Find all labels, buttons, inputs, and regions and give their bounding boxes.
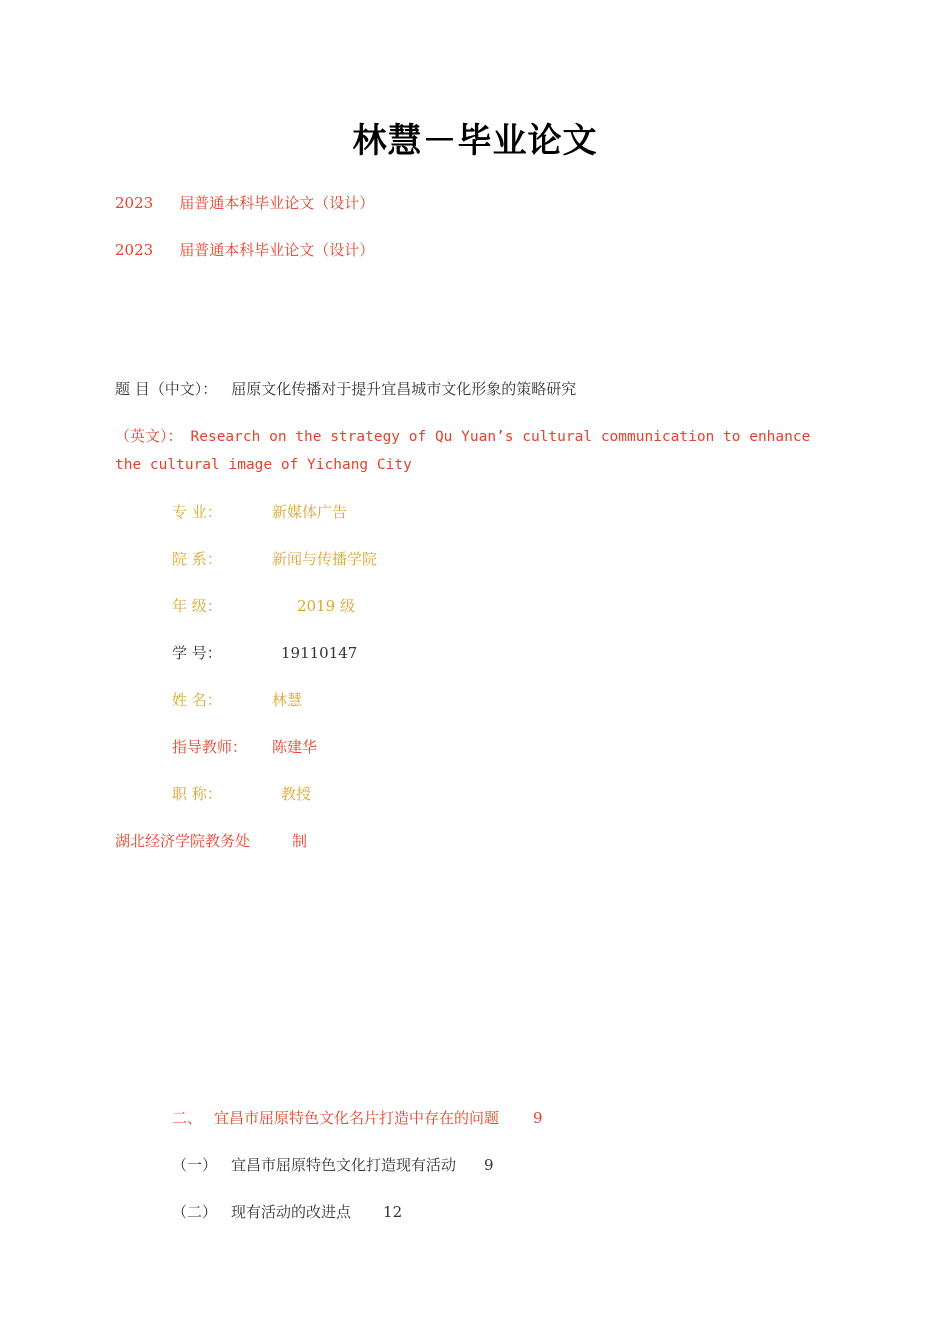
field-label: 姓 名： xyxy=(172,691,222,709)
field-value: 19110147 xyxy=(281,644,358,662)
toc-page: 12 xyxy=(383,1203,403,1221)
toc-entry xyxy=(172,1202,402,1222)
header-year: 2023 xyxy=(115,241,154,259)
field-name xyxy=(172,690,302,710)
field-value: 2019 级 xyxy=(297,597,355,615)
document-title: 林慧－毕业论文 xyxy=(352,121,598,161)
toc-page: 9 xyxy=(484,1156,494,1174)
header-line-2 xyxy=(115,240,374,260)
topic-cn-value: 屈原文化传播对于提升宜昌城市文化形象的策略研究 xyxy=(231,380,577,398)
topic-english xyxy=(115,426,810,447)
field-label: 职 称： xyxy=(172,785,222,803)
toc-text: 宜昌市屈原特色文化名片打造中存在的问题 xyxy=(214,1109,500,1127)
field-major xyxy=(172,502,347,522)
toc-page: 9 xyxy=(533,1109,543,1127)
header-line-1 xyxy=(115,193,374,213)
field-label: 专 业： xyxy=(172,503,222,521)
topic-en-value-line2: the cultural image of Yichang City xyxy=(115,457,412,473)
header-text: 届普通本科毕业论文（设计） xyxy=(179,194,375,212)
topic-en-value-line1: Research on the strategy of Qu Yuan’s cultural communication to enhance xyxy=(190,429,811,445)
field-label: 院 系： xyxy=(172,550,222,568)
toc-text: 宜昌市屈原特色文化打造现有活动 xyxy=(231,1156,457,1174)
field-label: 指导教师： xyxy=(172,738,248,756)
topic-chinese xyxy=(115,379,576,399)
topic-cn-label: 题 目（中文）： xyxy=(115,380,218,398)
toc-entry xyxy=(172,1108,543,1128)
toc-entry xyxy=(172,1155,494,1175)
toc-num: （一） xyxy=(172,1156,218,1174)
field-title xyxy=(172,784,311,804)
field-department xyxy=(172,549,377,569)
field-label: 学 号： xyxy=(172,644,222,662)
field-advisor xyxy=(172,737,317,757)
field-student-id xyxy=(172,643,357,663)
field-value: 林慧 xyxy=(272,691,303,709)
field-value: 陈建华 xyxy=(272,738,318,756)
header-year: 2023 xyxy=(115,194,154,212)
field-grade xyxy=(172,596,355,616)
field-value: 教授 xyxy=(281,785,312,803)
field-label: 年 级： xyxy=(172,597,222,615)
toc-text: 现有活动的改进点 xyxy=(231,1203,352,1221)
issuer-text: 湖北经济学院教务处 xyxy=(115,832,251,850)
field-value: 新闻与传播学院 xyxy=(272,550,378,568)
toc-num: （二） xyxy=(172,1203,218,1221)
toc-num: 二、 xyxy=(172,1109,203,1127)
header-text: 届普通本科毕业论文（设计） xyxy=(179,241,375,259)
topic-en-label: （英文）： xyxy=(115,427,183,445)
field-value: 新媒体广告 xyxy=(272,503,348,521)
issuer-line xyxy=(115,831,307,851)
issuer-suffix: 制 xyxy=(292,832,308,850)
